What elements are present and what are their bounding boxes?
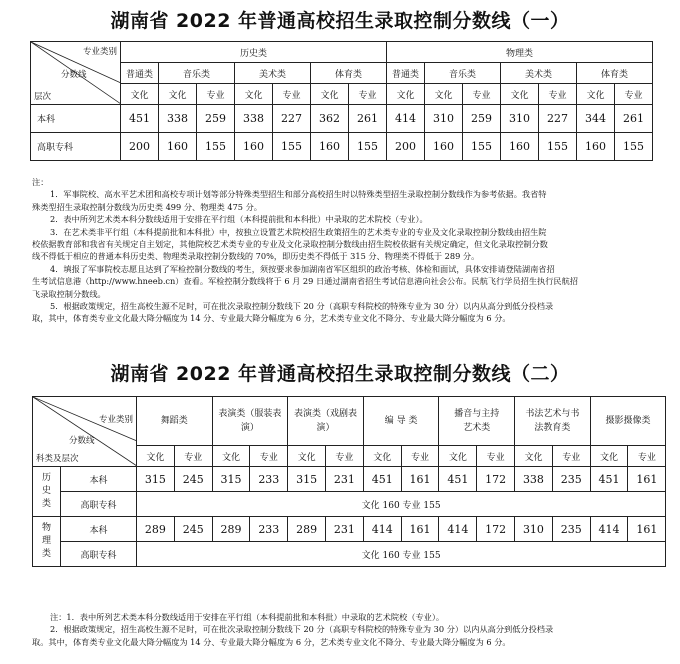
subgroup: 美术类 (501, 63, 577, 84)
score-cell: 200 (387, 133, 425, 161)
note-line: 注： (32, 177, 49, 187)
note-line: 5．根据政策规定，招生高校生源不足时，可在批次录取控制分数线下 20 分（高职专科院校的特殊专业为 30 分）以内从高分到低分投档录 (50, 301, 554, 312)
score-cell: 315 (288, 467, 326, 492)
score-table-1 (30, 41, 653, 161)
score-cell: 227 (539, 105, 577, 133)
score-cell: 172 (477, 467, 515, 492)
note-line: 2．根据政策规定，招生高校生源不足时，可在批次录取控制分数线下 20 分（高职专科院校的特殊专业为 30 分）以内从高分到低分投档录 (50, 624, 554, 635)
subgroup: 美术类 (235, 63, 311, 84)
section-name: 历史类 (41, 473, 51, 509)
table-row (31, 133, 653, 161)
score-cell: 233 (250, 517, 288, 542)
score-cell: 414 (590, 517, 628, 542)
col-head: 文化 (288, 446, 326, 467)
table-row (33, 467, 666, 492)
score-cell: 161 (628, 467, 666, 492)
row-label: 本科 (31, 105, 121, 133)
score-cell: 259 (197, 105, 235, 133)
subgroup: 体育类 (311, 63, 387, 84)
score-cell: 160 (501, 133, 539, 161)
score-cell: 245 (174, 517, 212, 542)
category-head: 表演类（戏剧表演） (288, 397, 364, 446)
score-cell: 172 (477, 517, 515, 542)
corner-mid: 分数线 (61, 70, 87, 80)
score-cell: 338 (159, 105, 197, 133)
score-cell: 338 (515, 467, 553, 492)
score-cell: 414 (439, 517, 477, 542)
score-cell: 161 (628, 517, 666, 542)
table-row (31, 105, 653, 133)
col-head: 文化 (425, 84, 463, 105)
score-cell: 160 (577, 133, 615, 161)
category-head: 播音与主持艺术类 (439, 397, 515, 446)
score-cell: 161 (401, 517, 439, 542)
corner-top: 专业类别 (98, 415, 133, 425)
subgroup: 普通类 (121, 63, 159, 84)
score-table-2 (32, 396, 666, 567)
col-head: 专业 (326, 446, 364, 467)
score-cell: 231 (326, 467, 364, 492)
col-head: 文化 (387, 84, 425, 105)
subgroup: 音乐类 (425, 63, 501, 84)
col-head: 专业 (552, 446, 590, 467)
table-row (33, 542, 666, 567)
note-line: 飞录取控制分数线。 (32, 288, 106, 299)
score-cell: 233 (250, 467, 288, 492)
col-head: 文化 (515, 446, 553, 467)
category-head: 书法艺术与书法教育类 (515, 397, 591, 446)
col-head: 文化 (439, 446, 477, 467)
note-line: 4．填报了军事院校志愿且达到了军检控制分数线的考生，须按要求参加湖南省军区组织的政治考核、体检和面试，具体安排请登陆湖南省招 (50, 263, 555, 274)
score-cell: 155 (273, 133, 311, 161)
score-cell: 310 (501, 105, 539, 133)
section-label (33, 467, 61, 517)
category-head: 舞蹈类 (137, 397, 213, 446)
category-head: 摄影摄像类 (590, 397, 666, 446)
col-head: 专业 (463, 84, 501, 105)
col-head: 文化 (501, 84, 539, 105)
corner-top: 专业类别 (82, 47, 117, 57)
score-cell: 338 (235, 105, 273, 133)
col-head: 文化 (363, 446, 401, 467)
score-cell: 315 (212, 467, 250, 492)
score-cell: 160 (425, 133, 463, 161)
subgroup: 体育类 (577, 63, 653, 84)
score-cell: 160 (159, 133, 197, 161)
score-cell: 310 (515, 517, 553, 542)
subgroup: 普通类 (387, 63, 425, 84)
score-cell: 414 (387, 105, 425, 133)
score-cell: 344 (577, 105, 615, 133)
row-label: 本科 (61, 517, 137, 542)
col-head: 文化 (235, 84, 273, 105)
score-cell: 160 (235, 133, 273, 161)
score-cell: 451 (363, 467, 401, 492)
col-head: 文化 (311, 84, 349, 105)
col-head: 文化 (577, 84, 615, 105)
col-head: 专业 (615, 84, 653, 105)
corner-bottom: 层次 (34, 92, 52, 102)
score-cell: 362 (311, 105, 349, 133)
col-head: 专业 (539, 84, 577, 105)
score-cell: 451 (590, 467, 628, 492)
note-line: 线不得低于相应的普通本科历史类、物理类录取控制分数线的 70%，即历史类不得低于 315 分、物理类不得低于 289 分。 (32, 251, 480, 262)
score-cell: 310 (425, 105, 463, 133)
score-cell: 155 (197, 133, 235, 161)
col-head: 文化 (159, 84, 197, 105)
score-cell: 235 (552, 467, 590, 492)
score-cell: 227 (273, 105, 311, 133)
category-head: 编 导 类 (363, 397, 439, 446)
merged-score-cell: 文化 160 专业 155 (137, 492, 666, 517)
table-row (33, 492, 666, 517)
col-head: 文化 (212, 446, 250, 467)
score-cell: 235 (552, 517, 590, 542)
note-line: 校依据教育部和我省有关规定自主划定，其他院校艺术类专业的专业及文化录取控制分数线由招生院校依据有关规定确定，但文化录取控制分数 (32, 239, 548, 250)
score-cell: 200 (121, 133, 159, 161)
score-cell: 315 (137, 467, 175, 492)
corner-cell (31, 42, 121, 105)
score-cell: 161 (401, 467, 439, 492)
group-history: 历史类 (121, 42, 387, 63)
table2-title: 湖南省 2022 年普通高校招生录取控制分数线（二） (110, 363, 570, 385)
row-label: 本科 (61, 467, 137, 492)
score-cell: 414 (363, 517, 401, 542)
score-cell: 259 (463, 105, 501, 133)
merged-score-cell: 文化 160 专业 155 (137, 542, 666, 567)
score-cell: 155 (539, 133, 577, 161)
col-head: 专业 (477, 446, 515, 467)
score-cell: 155 (349, 133, 387, 161)
col-head: 专业 (250, 446, 288, 467)
note-line: 1．军事院校、高水平艺术团和高校专项计划等部分特殊类型招生和部分高校招生时以特殊类型招生录取控制分数线作为参考依据。我省特 (50, 189, 547, 200)
score-cell: 160 (311, 133, 349, 161)
col-head: 文化 (590, 446, 628, 467)
col-head: 文化 (137, 446, 175, 467)
note-line: 取。其中，体育类专业文化最大降分幅度为 14 分、专业最大降分幅度为 6 分，艺术类专业文化不降分、专业最大降分幅度为 6 分。 (32, 636, 511, 647)
score-cell: 289 (288, 517, 326, 542)
table1-notes (32, 176, 662, 325)
score-cell: 245 (174, 467, 212, 492)
section-label (33, 517, 61, 567)
table1-title: 湖南省 2022 年普通高校招生录取控制分数线（一） (110, 10, 570, 32)
row-label: 高职专科 (61, 542, 137, 567)
note-line: 2．表中所列艺术类本科分数线适用于安排在平行组（本科提前批和本科批）中录取的艺术院校（专业）。 (50, 214, 428, 225)
category-head: 表演类（服装表演） (212, 397, 288, 446)
row-label: 高职专科 (61, 492, 137, 517)
score-cell: 451 (439, 467, 477, 492)
col-head: 专业 (174, 446, 212, 467)
score-cell: 261 (349, 105, 387, 133)
section-name: 物理类 (41, 523, 51, 559)
score-cell: 451 (121, 105, 159, 133)
score-cell: 289 (212, 517, 250, 542)
score-cell: 231 (326, 517, 364, 542)
corner-mid: 分数线 (69, 436, 95, 446)
note-line: 注：1．表中所列艺术类本科分数线适用于安排在平行组（本科提前批和本科批）中录取的艺术院校（专业）。 (50, 612, 445, 622)
row-label: 高职专科 (31, 133, 121, 161)
table-row (33, 517, 666, 542)
corner-cell (33, 397, 137, 467)
note-line: 取，其中，体育类专业文化最大降分幅度为 14 分、专业最大降分幅度为 6 分，艺术类专业文化不降分、专业最大降分幅度为 6 分。 (32, 313, 511, 324)
score-cell: 261 (615, 105, 653, 133)
col-head: 专业 (349, 84, 387, 105)
col-head: 专业 (273, 84, 311, 105)
note-line: 3．在艺术类非平行组（本科提前批和本科批）中，按独立设置艺术院校招生政策招生的艺术类专业的专业及文化录取控制分数线由招生院 (50, 226, 547, 237)
col-head: 专业 (628, 446, 666, 467)
table2-notes (32, 611, 662, 648)
score-cell: 289 (137, 517, 175, 542)
subgroup: 音乐类 (159, 63, 235, 84)
note-line: 生考试信息港（http://www.hneeb.cn）查看。军检控制分数线将于 6 月 29 日通过湖南省招生考试信息港向社会公布。民航飞行学员招生执行民航招 (32, 276, 578, 287)
corner-bottom: 科类及层次 (36, 454, 79, 464)
score-cell: 155 (615, 133, 653, 161)
score-cell: 155 (463, 133, 501, 161)
col-head: 专业 (401, 446, 439, 467)
col-head: 文化 (121, 84, 159, 105)
group-physics: 物理类 (387, 42, 653, 63)
col-head: 专业 (197, 84, 235, 105)
note-line: 殊类型招生录取控制分数线为历史类 499 分、物理类 475 分。 (32, 201, 262, 212)
